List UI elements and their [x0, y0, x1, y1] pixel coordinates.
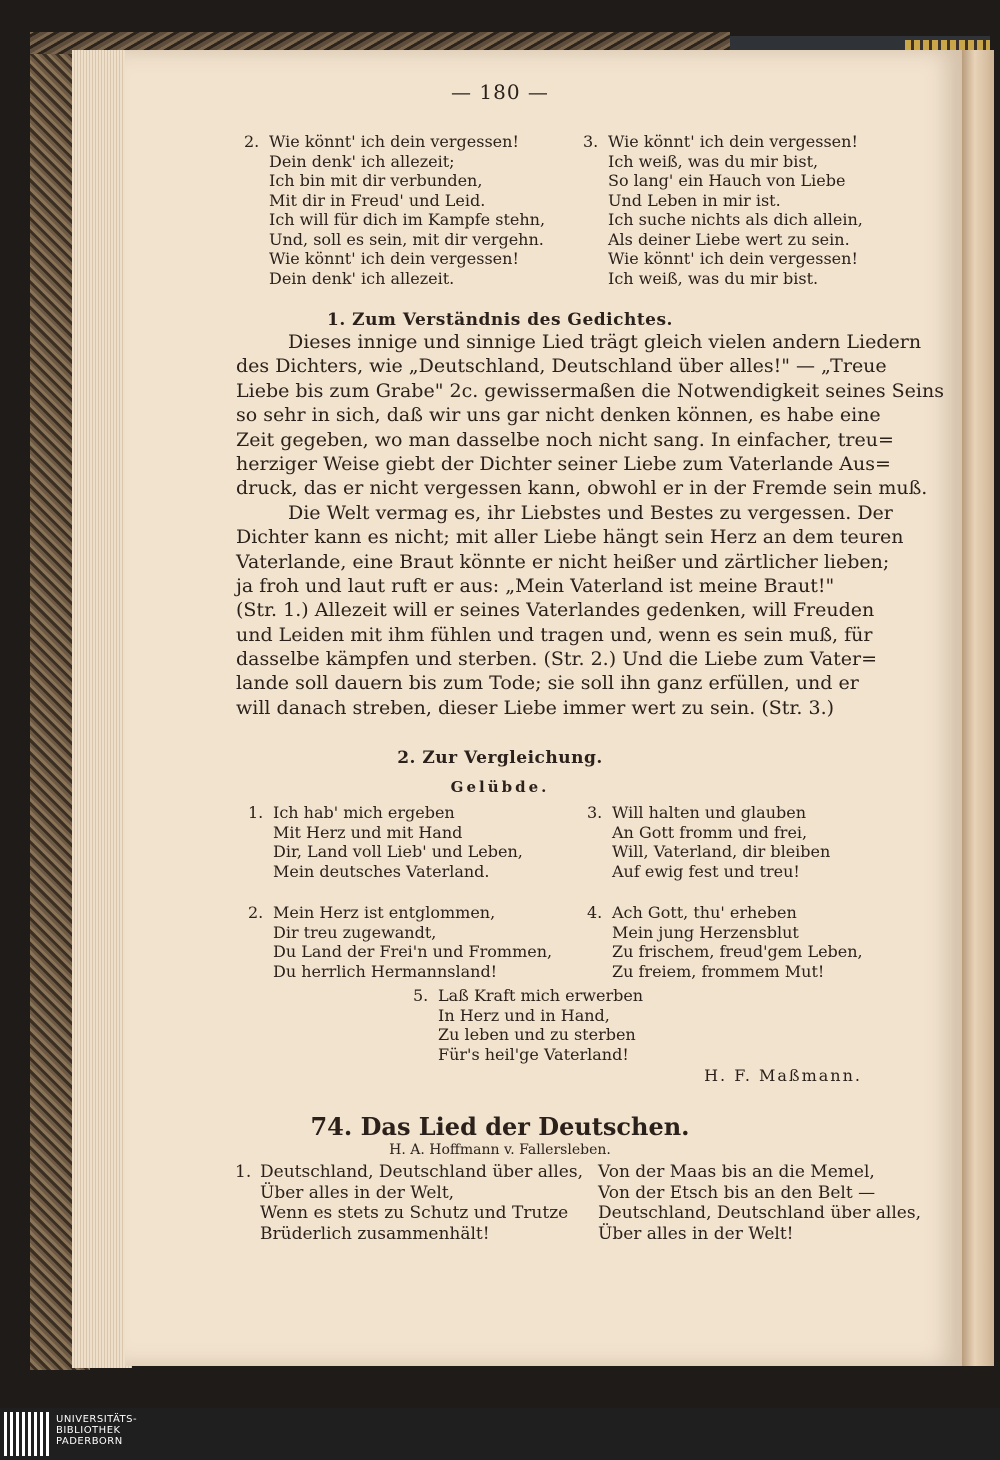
text-line: Dichter kann es nicht; mit aller Liebe hängt sein Herz an dem teuren	[236, 526, 904, 549]
verse-line: Ach Gott, thu' erheben	[612, 903, 797, 922]
verse-line: Als deiner Liebe wert zu sein.	[608, 229, 850, 249]
logo-line: BIBLIOTHEK	[56, 1425, 121, 1436]
verse-line: Ich weiß, was du mir bist.	[608, 268, 819, 288]
library-logo-icon	[4, 1412, 50, 1456]
verse-line: Über alles in der Welt,	[260, 1182, 455, 1203]
text-line: Dieses innige und sinnige Lied trägt gleich vielen andern Liedern	[288, 331, 922, 353]
verse-line: Ich bin mit dir verbunden,	[269, 171, 483, 190]
verse-line: Wie könnt' ich dein vergessen!	[608, 132, 858, 151]
verse-line: Dein denk' ich allezeit;	[269, 151, 455, 171]
text-line: ja froh und laut ruft er aus: „Mein Vaterland ist meine Braut!"	[236, 574, 835, 597]
text-line: druck, das er nicht vergessen kann, obwohl er in der Fremde sein muß.	[236, 477, 928, 500]
anthem-stanza-1-left	[235, 1162, 583, 1244]
text-line: herziger Weise giebt der Dichter seiner Liebe zum Vaterlande Aus=	[236, 452, 891, 475]
verse-line: Über alles in der Welt!	[598, 1223, 794, 1244]
verse-line: Dir, Land voll Lieb' und Leben,	[273, 842, 523, 861]
verse-line: Auf ewig fest und treu!	[612, 861, 800, 881]
verse-line: So lang' ein Hauch von Liebe	[608, 171, 846, 190]
library-footer	[0, 1408, 1000, 1460]
verse-line: Deutschland, Deutschland über alles,	[260, 1162, 583, 1182]
poem-subtitle: Gelübde.	[450, 778, 550, 796]
vow-stanza-2	[248, 903, 552, 981]
verse-line: Dein denk' ich allezeit.	[269, 268, 455, 288]
vow-stanza-3	[587, 803, 830, 881]
author-signature: H. F. Maßmann.	[704, 1066, 862, 1085]
verse-line: Und Leben in mir ist.	[608, 190, 781, 210]
vow-stanza-5	[413, 986, 643, 1064]
library-logo-text	[56, 1414, 137, 1447]
vow-stanza-4	[587, 903, 863, 981]
verse-line: Und, soll es sein, mit dir vergehn.	[269, 229, 544, 249]
poem-author: H. A. Hoffmann v. Fallersleben.	[389, 1142, 611, 1158]
top-stanza-2	[244, 132, 545, 288]
text-line: Die Welt vermag es, ihr Liebstes und Bestes zu vergessen. Der	[288, 501, 893, 524]
verse-line: Mit Herz und mit Hand	[273, 822, 463, 842]
facing-page-edge	[962, 50, 994, 1366]
verse-line: Will halten und glauben	[612, 803, 807, 822]
section-heading-2: 2. Zur Vergleichung.	[397, 748, 603, 768]
text-line: und Leiden mit ihm fühlen und tragen und, wenn es sein muß, für	[236, 623, 873, 646]
stanza-number: 1.	[235, 1162, 252, 1182]
stanza-number: 3.	[583, 132, 599, 151]
page-edges	[72, 50, 132, 1368]
stanza-number: 5.	[413, 986, 429, 1005]
verse-line: Von der Maas bis an die Memel,	[598, 1162, 875, 1182]
verse-line: Von der Etsch bis an den Belt —	[598, 1182, 876, 1203]
verse-line: Deutschland, Deutschland über alles,	[598, 1203, 921, 1223]
verse-line: Du Land der Frei'n und Frommen,	[273, 942, 553, 961]
stanza-number: 4.	[587, 903, 603, 922]
section-heading-1: 1. Zum Verständnis des Gedichtes.	[327, 310, 673, 330]
verse-line: Mein deutsches Vaterland.	[273, 861, 490, 881]
commentary-text	[236, 330, 944, 720]
vow-stanza-1	[248, 803, 523, 881]
verse-line: Du herrlich Hermannsland!	[273, 961, 498, 981]
verse-line: Wie könnt' ich dein vergessen!	[269, 249, 519, 268]
verse-line: Ich suche nichts als dich allein,	[608, 210, 863, 229]
verse-line: Zu freiem, frommem Mut!	[612, 961, 825, 981]
gold-trim	[905, 40, 990, 50]
logo-line: PADERBORN	[56, 1436, 123, 1447]
verse-line: Für's heil'ge Vaterland!	[438, 1044, 629, 1064]
verse-line: Mein Herz ist entglommen,	[273, 903, 496, 922]
text-line: des Dichters, wie „Deutschland, Deutschland über alles!" — „Treue	[236, 355, 887, 378]
text-line: (Str. 1.) Allezeit will er seines Vaterlandes gedenken, will Freuden	[236, 599, 875, 622]
stanza-number: 2.	[244, 132, 260, 151]
verse-line: Ich weiß, was du mir bist,	[608, 151, 819, 171]
text-line: Liebe bis zum Grabe" 2c. gewissermaßen die Notwendigkeit seines Seins	[236, 379, 944, 402]
verse-line: Brüderlich zusammenhält!	[260, 1223, 490, 1244]
text-line: dasselbe kämpfen und sterben. (Str. 2.) Und die Liebe zum Vater=	[236, 648, 878, 671]
text-line: will danach streben, dieser Liebe immer wert zu sein. (Str. 3.)	[236, 696, 835, 719]
verse-line: Ich hab' mich ergeben	[273, 803, 455, 822]
text-line: Vaterlande, eine Braut könnte er nicht heißer und zärtlicher lieben;	[236, 550, 890, 573]
text-line: Zeit gegeben, wo man dasselbe noch nicht sang. In einfacher, treu=	[236, 428, 894, 451]
verse-line: Ich will für dich im Kampfe stehn,	[269, 210, 546, 229]
logo-line: UNIVERSITÄTS-	[56, 1414, 138, 1425]
verse-line: Zu frischem, freud'gem Leben,	[612, 942, 863, 961]
verse-line: Wie könnt' ich dein vergessen!	[269, 132, 519, 151]
verse-line: Wenn es stets zu Schutz und Trutze	[260, 1203, 569, 1223]
verse-line: An Gott fromm und frei,	[612, 822, 808, 842]
top-stanza-3	[583, 132, 863, 288]
text-line: so sehr in sich, daß wir uns gar nicht denken können, es habe eine	[236, 404, 881, 427]
stanza-number: 2.	[248, 903, 264, 922]
verse-line: Mein jung Herzensblut	[612, 922, 799, 942]
verse-line: Will, Vaterland, dir bleiben	[612, 842, 831, 861]
stanza-number: 1.	[248, 803, 264, 822]
stanza-number: 3.	[587, 803, 603, 822]
page-number: — 180 —	[451, 80, 549, 104]
verse-line: Dir treu zugewandt,	[273, 922, 437, 942]
verse-line: Zu leben und zu sterben	[438, 1025, 636, 1044]
verse-line: In Herz und in Hand,	[438, 1005, 610, 1025]
verse-line: Wie könnt' ich dein vergessen!	[608, 249, 858, 268]
poem-title: 74. Das Lied der Deutschen.	[310, 1112, 690, 1141]
verse-line: Mit dir in Freud' und Leid.	[269, 190, 486, 210]
verse-line: Laß Kraft mich erwerben	[438, 986, 644, 1005]
anthem-stanza-1-right	[598, 1162, 921, 1244]
text-line: lande soll dauern bis zum Tode; sie soll ihn ganz erfüllen, und er	[236, 672, 859, 695]
